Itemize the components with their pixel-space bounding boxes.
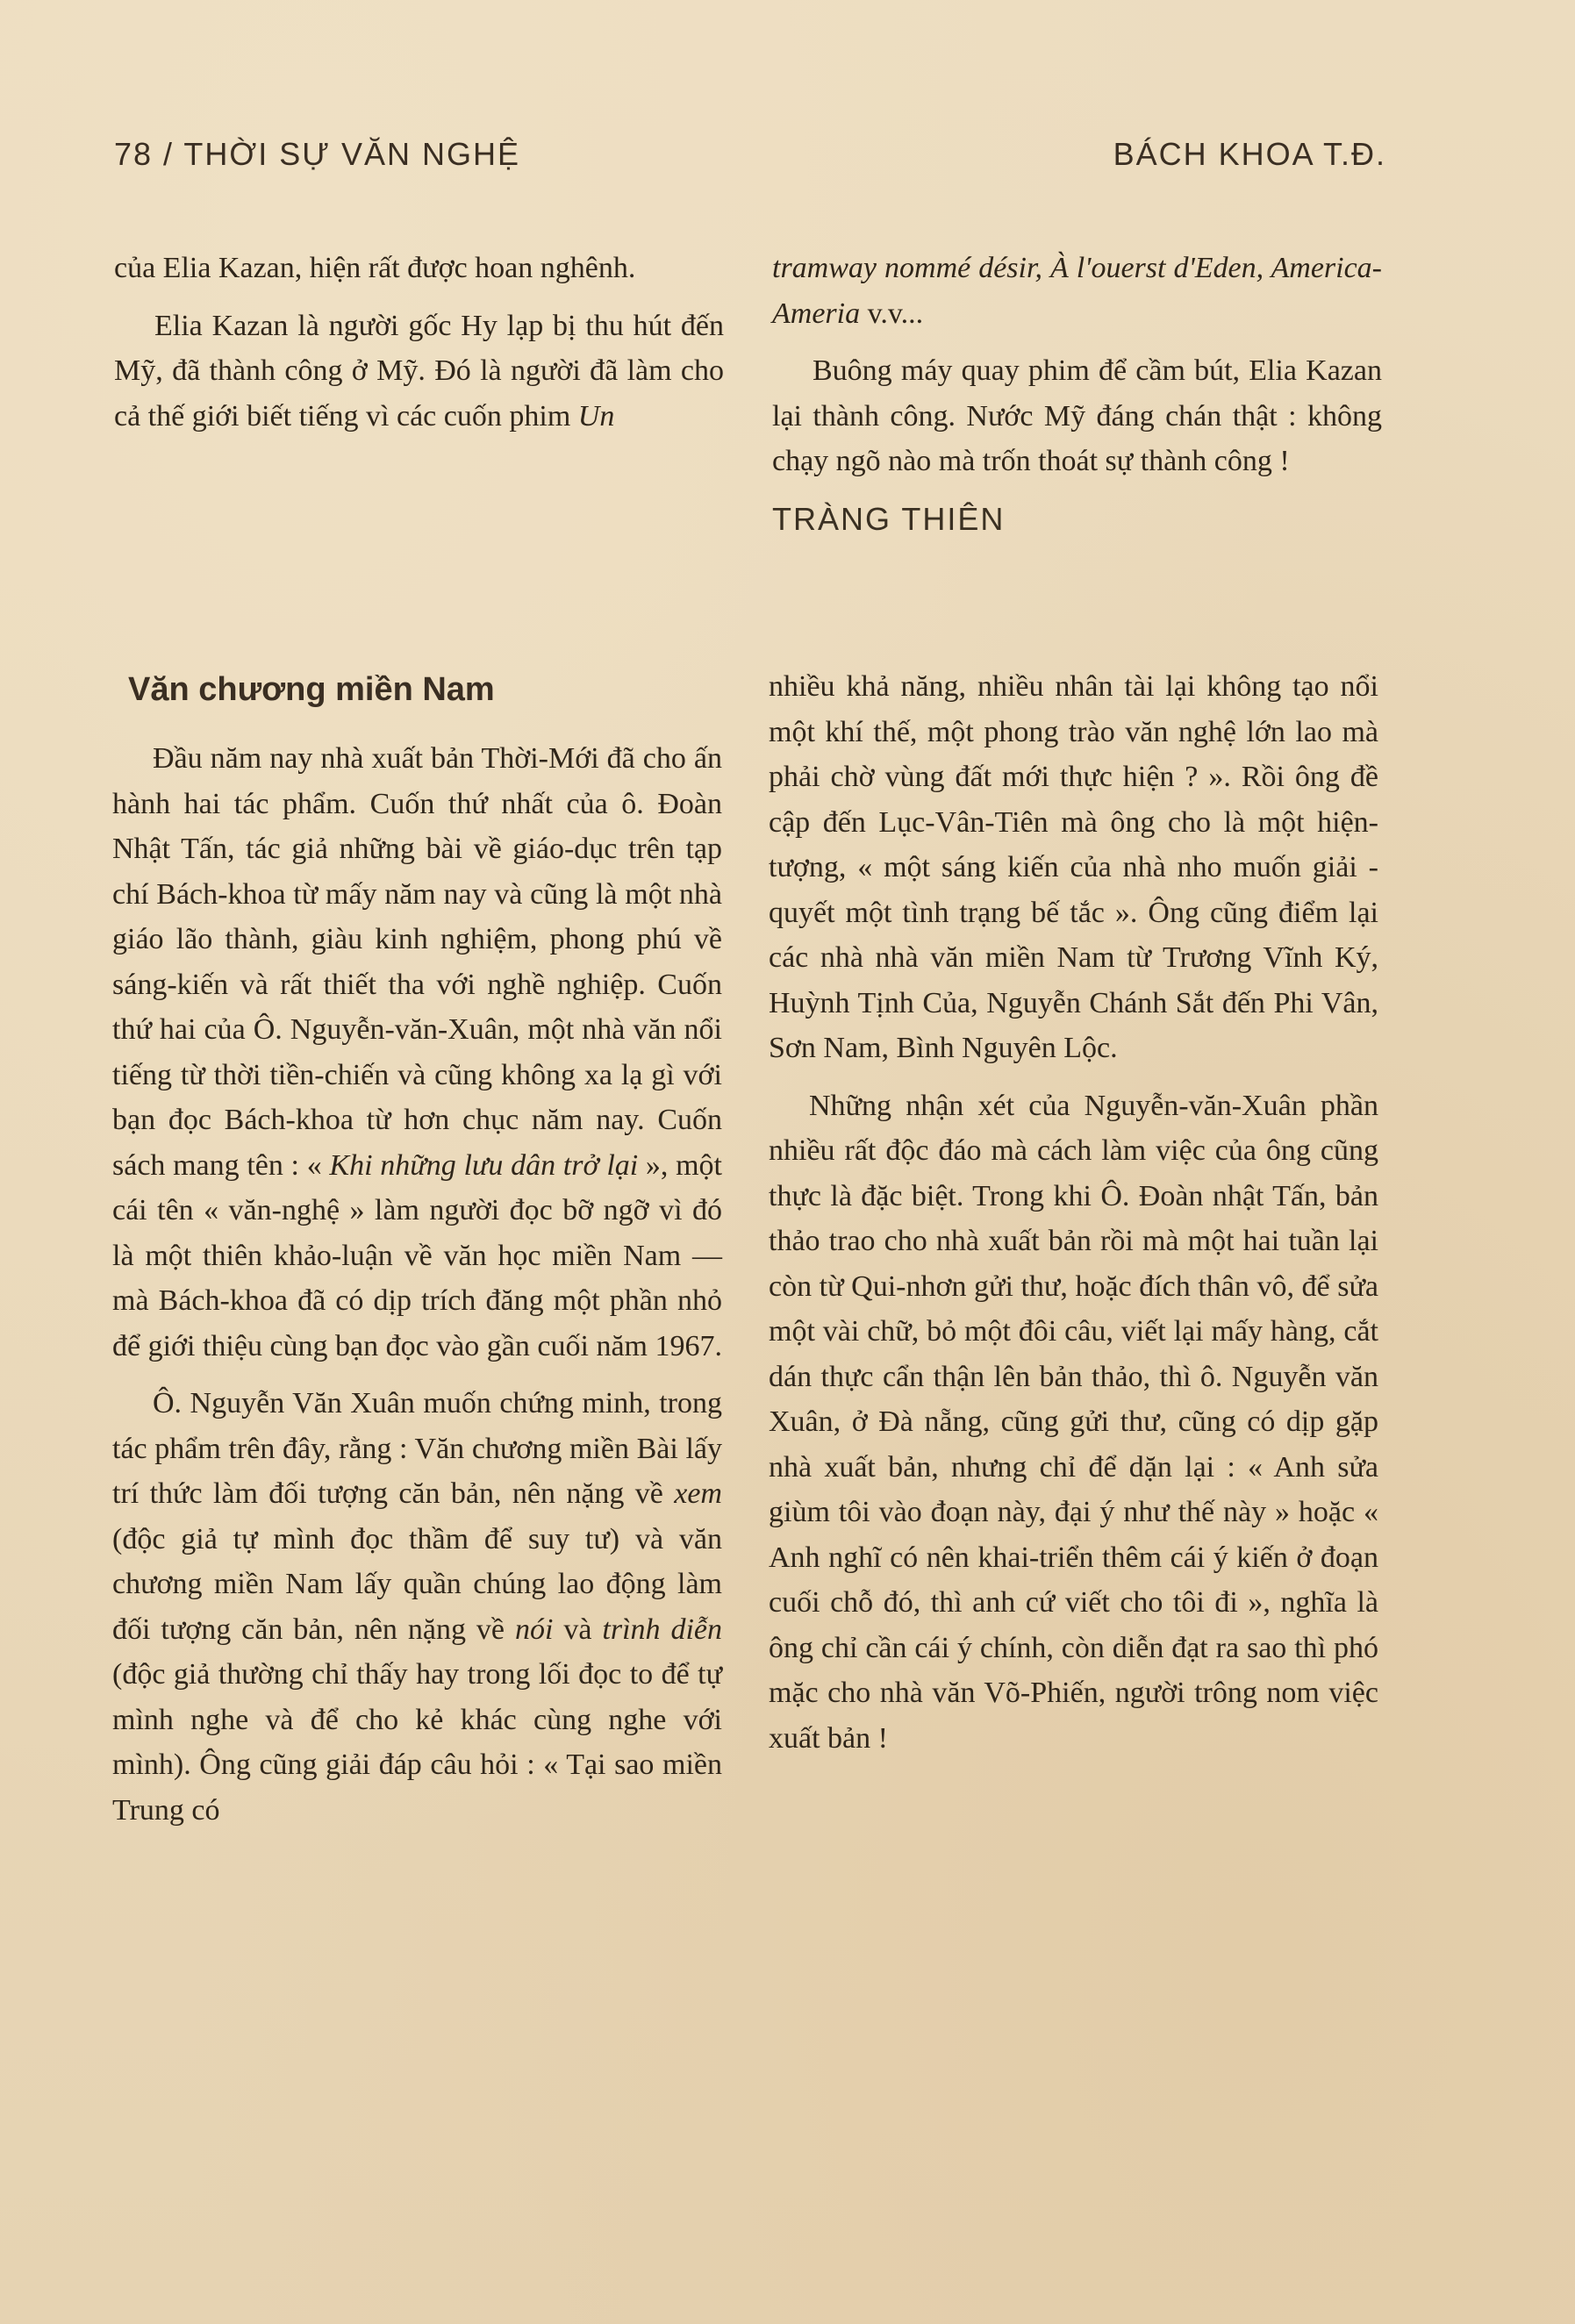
text-run: (độc giả tự mình đọc thầm để suy tư) và văn chương miền Nam lấy quần chúng lao động làm đối tượng căn bản, nên nặng về bbox=[112, 1522, 722, 1646]
top-left-column bbox=[114, 246, 724, 451]
paragraph: của Elia Kazan, hiện rất được hoan nghênh. bbox=[114, 252, 636, 284]
text-run: Ô. Nguyễn Văn Xuân muốn chứng minh, trong tác phẩm trên đây, rằng : Văn chương miền Bài lấy trí thức làm đối tượng căn bản, nên nặng về bbox=[112, 1387, 722, 1510]
text-run: (độc giả thường chỉ thấy hay trong lối đọc to để tự mình nghe và để cho kẻ khác cùng nghe với mình). Ông cũng giải đáp câu hỏi : « Tại sao miền Trung có bbox=[112, 1658, 722, 1827]
paragraph bbox=[112, 1381, 722, 1833]
top-right-column bbox=[772, 246, 1382, 554]
page-header bbox=[114, 136, 1386, 189]
paragraph bbox=[772, 246, 1382, 336]
bottom-left-column bbox=[112, 664, 722, 1845]
film-titles: tramway nommé désir, À l'ouerst d'Eden, America-Ameria bbox=[772, 252, 1382, 330]
bottom-right-column bbox=[769, 664, 1378, 1773]
text-run: Đầu năm nay nhà xuất bản Thời-Mới đã cho ấn hành hai tác phẩm. Cuốn thứ nhất của ô. Đoàn Nhật Tấn, tác giả những bài về giáo-dục trên tạp chí Bách-khoa từ mấy năm nay và cũng là một nhà giáo lão thành, giàu kinh nghiệm, phong phú về sáng-kiến và rất thiết tha với nghề nghiệp. Cuốn thứ hai của Ô. Nguyễn-văn-Xuân, một nhà văn nổi tiếng từ thời tiền-chiến và cũng không xa lạ gì với bạn đọc Bách-khoa từ hơn chục năm nay. Cuốn sách mang tên : « bbox=[112, 742, 722, 1182]
emphasis: nói bbox=[514, 1612, 554, 1646]
film-title: Un bbox=[577, 399, 615, 433]
text-run: Elia Kazan là người gốc Hy lạp bị thu hút đến Mỹ, đã thành công ở Mỹ. Đó là người đã làm cho cả thế giới biết tiếng vì các cuốn phim bbox=[114, 309, 724, 433]
emphasis: trình diễn bbox=[602, 1612, 722, 1646]
page-number-section-label: 78 / THỜI SỰ VĂN NGHỆ bbox=[114, 136, 521, 172]
text-run: và bbox=[553, 1612, 603, 1646]
section-title: Văn chương miền Nam bbox=[128, 671, 495, 708]
emphasis: xem bbox=[674, 1477, 722, 1510]
text-run: v.v... bbox=[860, 297, 924, 330]
paragraph: nhiều khả năng, nhiều nhân tài lại không tạo nổi một khí thế, một phong trào văn nghệ lớn lao mà phải chờ vùng đất mới thực hiện ? ». Rồi ông đề cập đến Lục-Vân-Tiên mà ông cho là một hiện-tượng, « một sáng kiến của nhà nho muốn giải - quyết một tình trạng bế tắc ». Ông cũng điểm lại các nhà nhà văn miền Nam từ Trương Vĩnh Ký, Huỳnh Tịnh Của, Nguyễn Chánh Sắt đến Phi Vân, Sơn Nam, Bình Nguyên Lộc. bbox=[769, 670, 1378, 1064]
author-signature: TRÀNG THIÊN bbox=[772, 500, 1006, 537]
paragraph: Buông máy quay phim để cầm bút, Elia Kazan lại thành công. Nước Mỹ đáng chán thật : không chạy ngõ nào mà trốn thoát sự thành công ! bbox=[772, 354, 1382, 477]
book-title: Khi những lưu dân trở lại bbox=[329, 1148, 639, 1182]
paragraph bbox=[114, 304, 724, 440]
paragraph: Những nhận xét của Nguyễn-văn-Xuân phần nhiều rất độc đáo mà cách làm việc của ông cũng thực là đặc biệt. Trong khi Ô. Đoàn nhật Tấn, bản thảo trao cho nhà xuất bản rồi mà một hai tuần lại còn từ Qui-nhơn gửi thư, hoặc đích thân vô, để sửa một vài chữ, bỏ một đôi câu, viết lại mấy hàng, cắt dán thực cẩn thận lên bản thảo, thì ô. Nguyễn văn Xuân, ở Đà nẵng, cũng gửi thư, cũng có dịp gặp nhà xuất bản, nhưng chỉ để dặn lại : « Anh sửa giùm tôi vào đoạn này, đại ý như thế này » hoặc « Anh nghĩ có nên khai-triển thêm cái ý kiến ở đoạn cuối chỗ đó, thì anh cứ viết cho tôi đi », nghĩa là ông chỉ cần cái ý chính, còn diễn đạt ra sao thì phó mặc cho nhà văn Võ-Phiến, người trông nom việc xuất bản ! bbox=[769, 1089, 1378, 1755]
magazine-name: BÁCH KHOA T.Đ. bbox=[1113, 136, 1386, 172]
paragraph bbox=[112, 736, 722, 1369]
text-run: », một cái tên « văn-nghệ » làm người đọc bỡ ngỡ vì đó là một thiên khảo-luận về văn học miền Nam — mà Bách-khoa đã có dịp trích đăng một phần nhỏ để giới thiệu cùng bạn đọc vào gần cuối năm 1967. bbox=[112, 1148, 722, 1362]
